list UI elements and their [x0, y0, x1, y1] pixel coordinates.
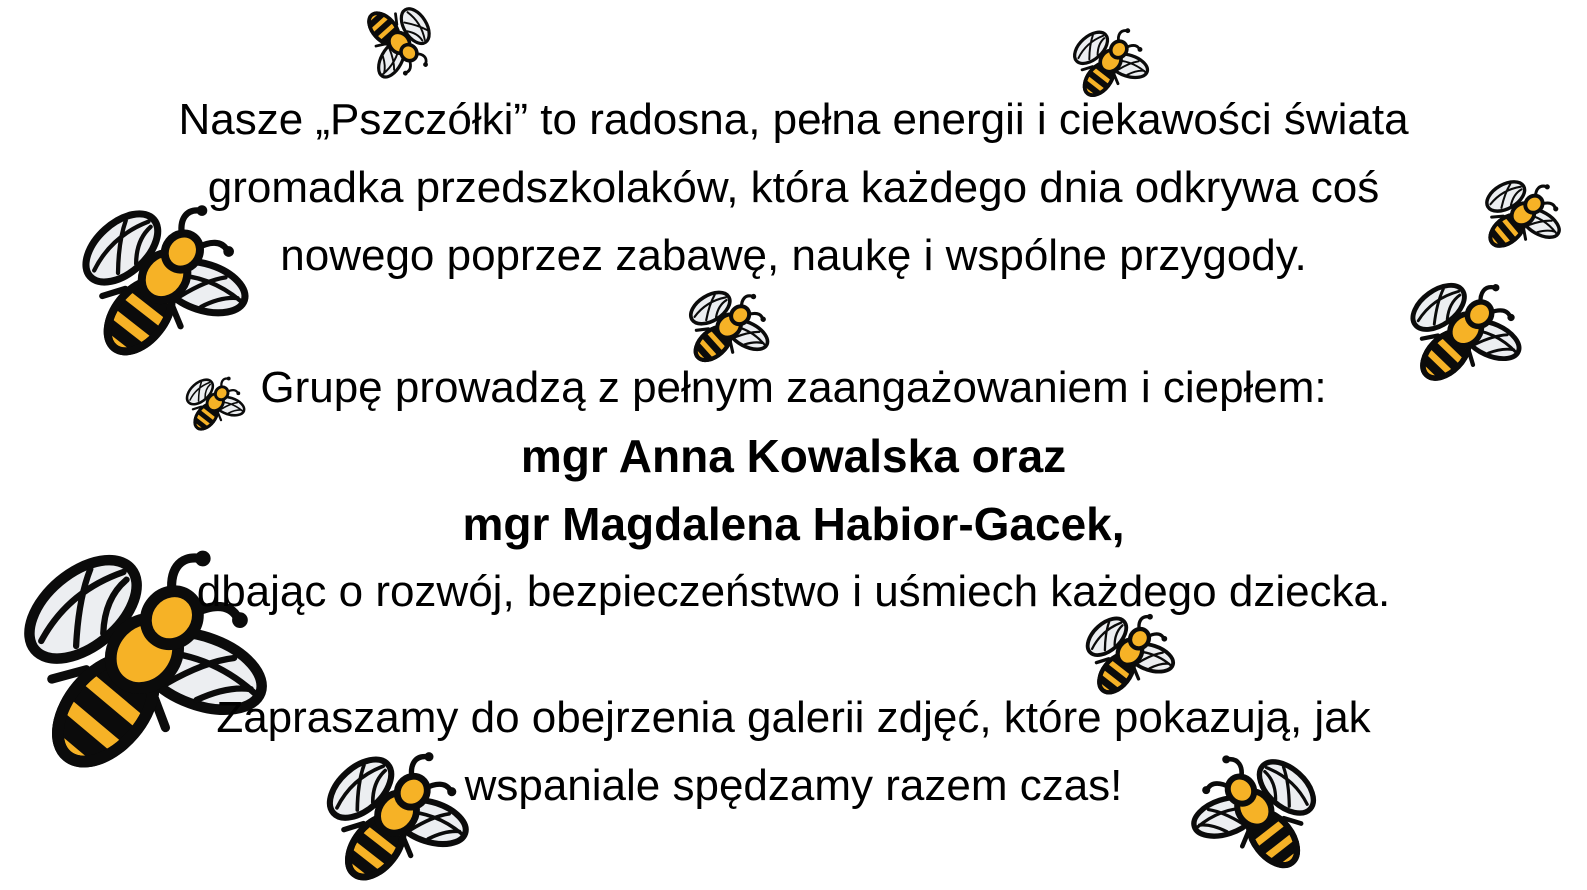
intro-line-3: nowego poprzez zabawę, naukę i wspólne przygody.: [280, 231, 1307, 280]
teachers-paragraph: [0, 354, 1587, 626]
gallery-invite-line-1: Zapraszamy do obejrzenia galerii zdjęć, które pokazują, jak: [216, 693, 1371, 742]
teachers-intro-line: Grupę prowadzą z pełnym zaangażowaniem i ciepłem:: [260, 363, 1327, 412]
intro-line-2: gromadka przedszkolaków, która każdego dnia odkrywa coś: [207, 163, 1380, 212]
teacher-name-1: mgr Anna Kowalska oraz: [520, 430, 1067, 482]
bee-icon: [355, 0, 442, 87]
intro-paragraph: [0, 86, 1587, 290]
teacher-name-2: mgr Magdalena Habior-Gacek,: [462, 498, 1125, 550]
intro-line-1: Nasze „Pszczółki” to radosna, pełna energii i ciekawości świata: [178, 95, 1409, 144]
gallery-invite-line-2: wspaniale spędzamy razem czas!: [464, 761, 1123, 810]
gallery-invite-paragraph: [0, 684, 1587, 820]
teachers-outro-line: dbając o rozwój, bezpieczeństwo i uśmiech każdego dziecka.: [196, 567, 1391, 616]
